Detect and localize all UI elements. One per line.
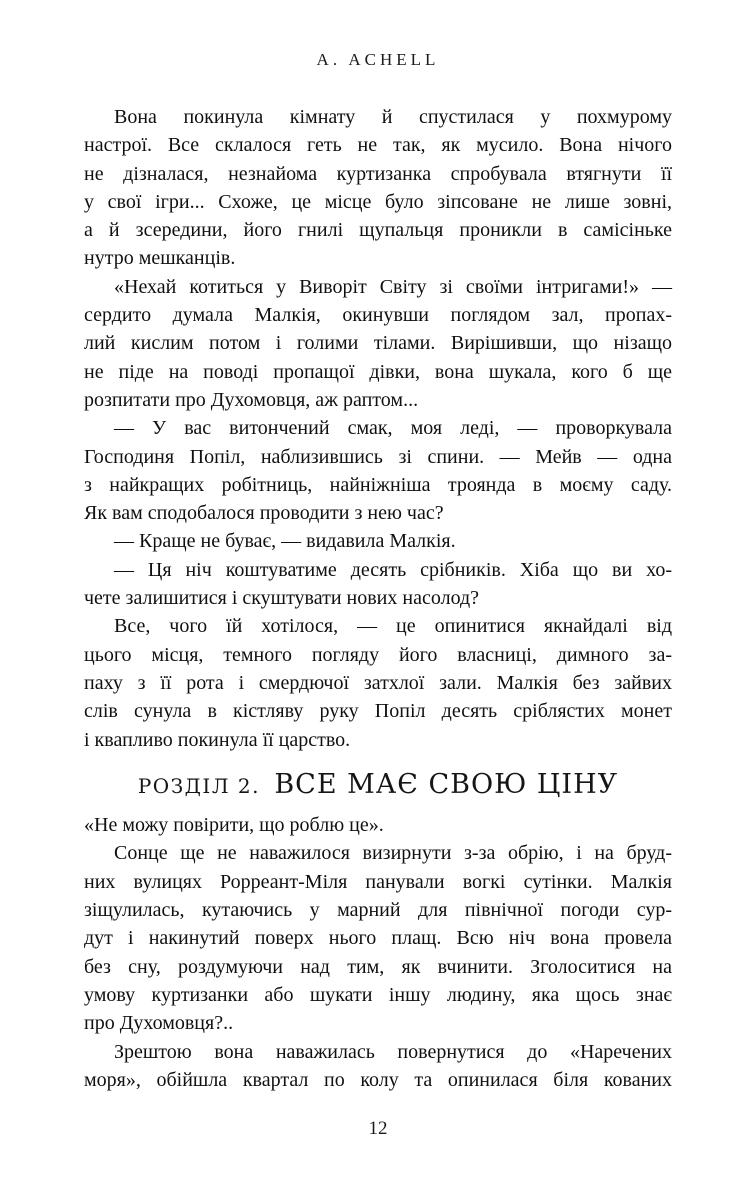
paragraph [84, 414, 672, 527]
text-line: без сну, роздумуючи над тим, як вчинити. Зголоситися на [84, 955, 672, 978]
text-line: про Духомовця?.. [84, 1012, 234, 1035]
paragraph [84, 811, 672, 839]
text-line: дут і накинутий поверх нього плащ. Всю ніч вона провела [84, 927, 672, 950]
chapter-label: РОЗДІЛ 2. [137, 773, 260, 798]
text-line: нутро мешканців. [84, 247, 236, 270]
text-line: Як вам сподобалося проводити з нею час? [84, 502, 444, 525]
text-line: них вулицях Рорреант-Міля панували вогкі сутінки. Малкія [84, 870, 672, 893]
paragraph [84, 527, 672, 555]
text-line: Господиня Попіл, наблизившись зі спини. — Мейв — одна [84, 445, 672, 468]
text-line: Зрештою вона наважилась повернутися до «Наречених [114, 1040, 672, 1063]
text-line: моря», обійшла квартал по колу та опинилася біля кованих [84, 1068, 672, 1091]
text-section-after-heading [84, 811, 672, 1094]
text-line: слів сунула в кістляву руку Попіл десять сріблястих монет [84, 700, 672, 723]
text-line: зіщулилась, кутаючись у марний для північної погоди сур- [84, 899, 672, 922]
text-line: настрої. Все склалося геть не так, як мусило. Вона нічого [84, 134, 672, 157]
chapter-heading [84, 768, 672, 800]
text-line: паху з її рота і смердючої затхлої зали. Малкія без зайвих [84, 671, 672, 694]
paragraph [84, 103, 672, 273]
text-line: і квапливо покинула її царство. [84, 728, 351, 751]
text-line: чете залишитися і скуштувати нових насолод? [84, 587, 480, 610]
running-header: A. ACHELL [316, 50, 440, 69]
text-line: сердито думала Малкія, окинувши поглядом зал, пропах- [84, 304, 672, 327]
text-line: «Не можу повірити, що роблю це». [84, 814, 384, 837]
body-text [84, 103, 672, 1094]
text-line: Все, чого їй хотілося, — це опинитися якнайдалі від [114, 615, 672, 638]
page-number: 12 [368, 1118, 388, 1140]
paragraph [84, 1038, 672, 1095]
text-line: — У вас витончений смак, моя леді, — проворкувала [114, 417, 672, 440]
text-line: не піде на поводі пропащої дівки, вона шукала, кого б ще [84, 360, 672, 383]
paragraph [84, 839, 672, 1037]
text-line: умову куртизанки або шукати іншу людину, яка щось знає [84, 983, 672, 1006]
text-line: у свої ігри... Схоже, це місце було зіпсоване не лише зовні, [84, 190, 672, 213]
text-line: — Ця ніч коштуватиме десять срібників. Хіба що ви хо- [114, 558, 672, 581]
text-section-before-heading [84, 103, 672, 754]
paragraph [84, 556, 672, 613]
text-line: Сонце ще не наважилося визирнути з-за обрію, і на бруд- [114, 842, 672, 865]
text-line: не дізналася, незнайома куртизанка спробувала втягнути її [84, 162, 672, 185]
text-line: Вона покинула кімнату й спустилася у похмурому [114, 106, 672, 128]
text-line: «Нехай котиться у Виворіт Світу зі своїми інтригами!» — [114, 275, 672, 298]
paragraph [84, 273, 672, 414]
text-line: цього місця, темного погляду його власниці, димного за- [84, 643, 672, 666]
text-line: з найкращих робітниць, найніжніша троянда в моєму саду. [84, 473, 672, 496]
text-line: розпитати про Духомовця, аж раптом... [84, 388, 419, 411]
text-line: а й зсередини, його гнилі щупальця проникли в самісіньке [84, 219, 672, 242]
text-line: лий кислим потом і голими тілами. Вирішивши, що нізащо [84, 332, 672, 355]
chapter-title: ВСЕ МАЄ СВОЮ ЦІНУ [274, 768, 619, 800]
paragraph [84, 612, 672, 753]
text-line: — Краще не буває, — видавила Малкія. [114, 530, 456, 553]
